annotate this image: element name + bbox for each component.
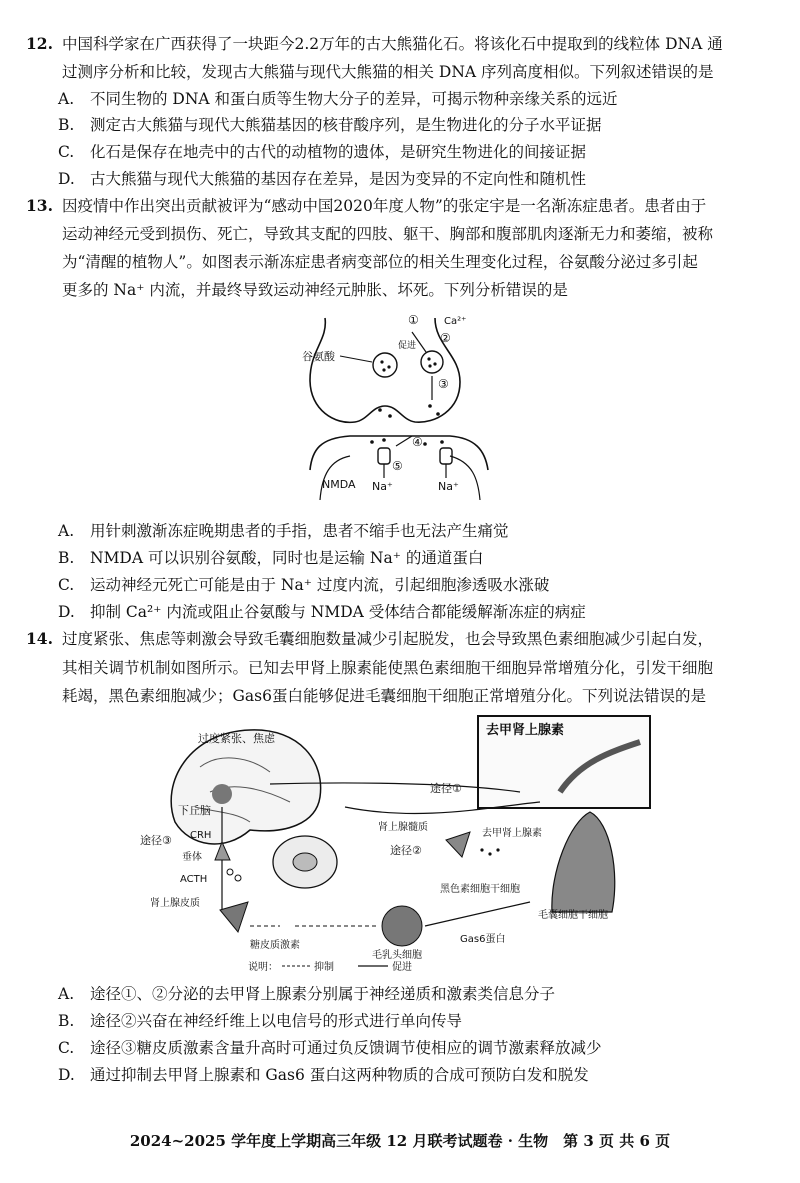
circle-5: ⑤ <box>392 459 403 473</box>
medulla-label: 肾上腺髓质 <box>378 822 428 833</box>
question-13-stem-line-4: 更多的 Na⁺ 内流，并最终导致运动神经元肿胀、坏死。下列分析错误的是 <box>62 281 568 299</box>
q13-option-d-letter: D. <box>58 603 75 621</box>
q14-option-d-letter: D. <box>58 1066 75 1084</box>
circle-1: ① <box>408 313 419 327</box>
question-14-stem-line-2: 其相关调节机制如图所示。已知去甲肾上腺素能使黑色素细胞干细胞异常增殖分化，引发干细胞 <box>62 659 714 677</box>
gas6-label: Gas6蛋白 <box>460 934 506 945</box>
q14-option-a: 途径①、②分泌的去甲肾上腺素分别属于神经递质和激素类信息分子 <box>90 985 556 1003</box>
hypothalamus-label: 下丘脑 <box>178 804 211 817</box>
page-footer: 2024~2025 学年度上学期高三年级 12 月联考试题卷 · 生物 第 3 页 共 6 页 <box>129 1132 671 1150</box>
nmda-label: NMDA <box>322 478 356 491</box>
q12-option-b-letter: B. <box>58 116 75 134</box>
ne-label: 去甲肾上腺素 <box>482 828 542 839</box>
q13-option-a: 用针刺激渐冻症晚期患者的手指，患者不缩手也无法产生痛觉 <box>90 522 509 540</box>
q14-option-b: 途径②兴奋在神经纤维上以电信号的形式进行单向传导 <box>90 1012 463 1030</box>
q13-option-d: 抑制 Ca²⁺ 内流或阻止谷氨酸与 NMDA 受体结合都能缓解渐冻症的病症 <box>90 603 586 621</box>
papilla-label: 毛乳头细胞 <box>372 950 422 961</box>
crh-label: CRH <box>190 830 212 841</box>
question-13-stem-line-2: 运动神经元受到损伤、死亡，导致其支配的四肢、躯干、胸部和腹部肌肉逐渐无力和萎缩，被称 <box>62 225 714 243</box>
q12-option-b: 测定古大熊猫与现代大熊猫基因的核苷酸序列，是生物进化的分子水平证据 <box>90 116 602 134</box>
follicle-label: 毛囊细胞干细胞 <box>538 910 608 921</box>
legend-promote: 促进 <box>392 962 412 973</box>
q14-option-a-letter: A. <box>58 985 75 1003</box>
q13-option-a-letter: A. <box>58 522 75 540</box>
q14-option-b-letter: B. <box>58 1012 75 1030</box>
q12-option-c: 化石是保存在地壳中的古代的动植物的遗体，是研究生物进化的间接证据 <box>90 143 587 161</box>
hair-regulation-figure <box>120 712 660 980</box>
na-label-1: Na⁺ <box>372 480 393 493</box>
legend-inhibit: 抑制 <box>314 962 334 973</box>
q13-option-c: 运动神经元死亡可能是由于 Na⁺ 过度内流，引起细胞渗透吸水涨破 <box>90 576 550 594</box>
calcium-label: Ca²⁺ <box>444 316 467 327</box>
question-12-stem-line-1: 中国科学家在广西获得了一块距今2.2万年的古大熊猫化石。将该化石中提取到的线粒体 DNA 通 <box>62 35 723 53</box>
ne-box-label: 去甲肾上腺素 <box>486 723 565 738</box>
stress-label: 过度紧张、焦虑 <box>198 732 275 745</box>
synapse-figure <box>300 310 500 500</box>
circle-4: ④ <box>412 435 423 449</box>
q13-option-b-letter: B. <box>58 549 75 567</box>
circle-3: ③ <box>438 377 449 391</box>
question-13-stem-line-3: 为“清醒的植物人”。如图表示渐冻症患者病变部位的相关生理变化过程，谷氨酸分泌过多引起 <box>62 253 698 271</box>
q14-option-d: 通过抑制去甲肾上腺素和 Gas6 蛋白这两种物质的合成可预防白发和脱发 <box>90 1066 589 1084</box>
q12-option-a: 不同生物的 DNA 和蛋白质等生物大分子的差异，可揭示物种亲缘关系的远近 <box>90 90 618 108</box>
q13-option-c-letter: C. <box>58 576 75 594</box>
q12-option-a-letter: A. <box>58 90 75 108</box>
cortex-label: 肾上腺皮质 <box>150 898 200 909</box>
acth-label: ACTH <box>180 874 208 885</box>
melano-label: 黑色素细胞干细胞 <box>440 884 520 895</box>
q12-option-d-letter: D. <box>58 170 75 188</box>
gluco-label: 糖皮质激素 <box>250 940 300 951</box>
question-12-stem-line-2: 过测序分析和比较，发现古大熊猫与现代大熊猫的相关 DNA 序列高度相似。下列叙述错误的是 <box>62 63 714 81</box>
promote-label: 促进 <box>398 341 417 351</box>
na-label-2: Na⁺ <box>438 480 459 493</box>
question-14-stem-line-3: 耗竭，黑色素细胞减少；Gas6蛋白能够促进毛囊细胞干细胞正常增殖分化。下列说法错误的是 <box>62 687 706 705</box>
q12-option-d: 古大熊猫与现代大熊猫的基因存在差异，是因为变异的不定向性和随机性 <box>90 170 587 188</box>
question-13-number: 13. <box>26 196 53 215</box>
question-12-number: 12. <box>26 34 53 53</box>
q13-option-b: NMDA 可以识别谷氨酸，同时也是运输 Na⁺ 的通道蛋白 <box>90 549 484 567</box>
path-1-label: 途径① <box>430 782 462 795</box>
circle-2: ② <box>440 331 451 345</box>
pituitary-label: 垂体 <box>182 852 202 863</box>
q14-option-c: 途径③糖皮质激素含量升高时可通过负反馈调节使相应的调节激素释放减少 <box>90 1039 602 1057</box>
question-14-stem-line-1: 过度紧张、焦虑等刺激会导致毛囊细胞数量减少引起脱发，也会导致黑色素细胞减少引起白发， <box>62 630 714 648</box>
q12-option-c-letter: C. <box>58 143 75 161</box>
question-13-stem-line-1: 因疫情中作出突出贡献被评为“感动中国2020年度人物”的张定宇是一名渐冻症患者。患者由于 <box>62 197 707 215</box>
legend-prefix: 说明： <box>248 962 278 973</box>
question-14-number: 14. <box>26 629 53 648</box>
glutamate-label: 谷氨酸 <box>302 350 335 363</box>
path-2-label: 途径② <box>390 844 422 857</box>
path-3-label: 途径③ <box>140 834 172 847</box>
q14-option-c-letter: C. <box>58 1039 75 1057</box>
